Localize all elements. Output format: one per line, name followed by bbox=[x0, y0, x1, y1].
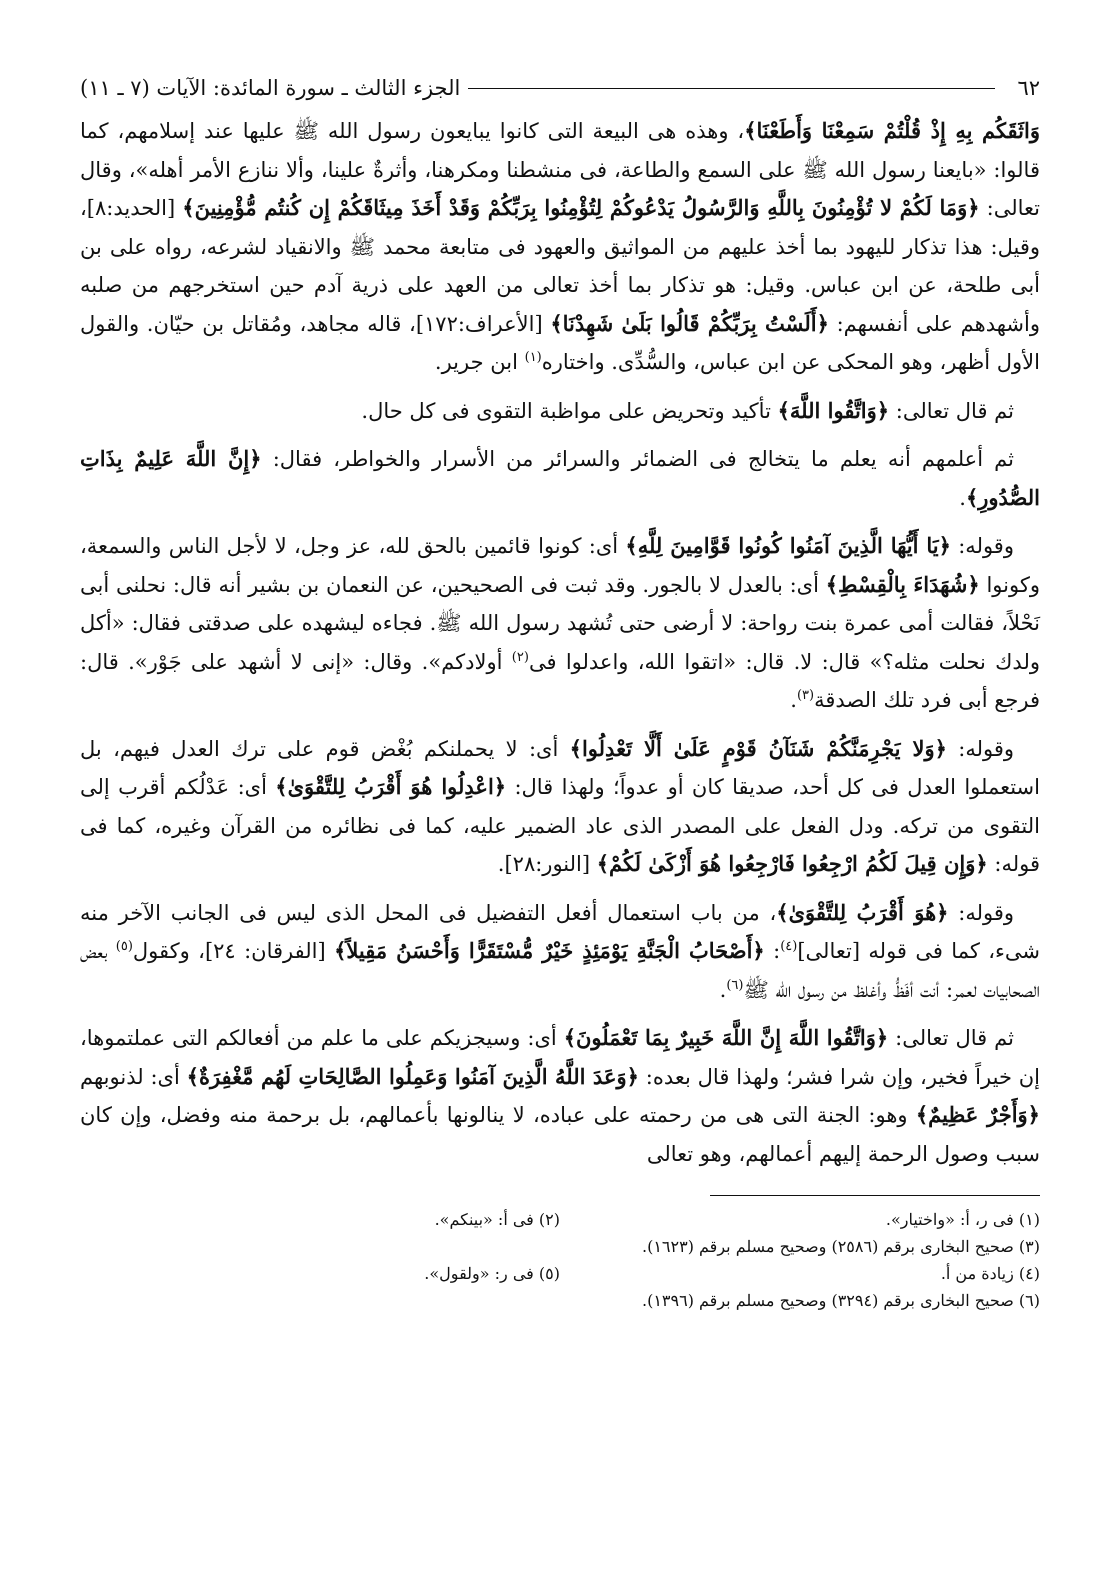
footnote-row bbox=[80, 1206, 1040, 1233]
footnote-marker: (٥) bbox=[115, 939, 133, 954]
footnote-row bbox=[80, 1260, 1040, 1287]
text-run: أى: بالعدل لا بالجور. وقد ثبت فى الصحيحين، عن النعمان بن بشير أنه قال: نحلنى أبى نَحْلاً، فقالت أمى عمرة بنت رواحة: لا أرضى حتى تُشهد رسول الله ﷺ. فجاءه ليشهده على صدقتى فقال: «أكل ولدك نحلت مثله؟» قال: لا. قال: «اتقوا الله، واعدلوا فى bbox=[80, 572, 1040, 674]
text-run: وقوله: bbox=[946, 736, 1015, 761]
quran-verse: ﴿وَلا يَجْرِمَنَّكُمْ شَنَآنُ قَوْمٍ عَلَىٰ أَلَّا تَعْدِلُوا﴾ bbox=[569, 735, 947, 761]
quran-verse: ﴿وَإِن قِيلَ لَكُمُ ارْجِعُوا فَارْجِعُوا هُوَ أَزْكَىٰ لَكُمْ﴾ bbox=[596, 851, 988, 876]
text-run: تأكيد وتحريض على مواظبة التقوى فى كل حال. bbox=[361, 398, 778, 423]
footnote-marker: (٢) bbox=[511, 649, 529, 665]
footnote-marker: (٣) bbox=[796, 688, 815, 703]
text-run: ثم قال تعالى: bbox=[889, 398, 1014, 423]
text-run: أى: لذنوبهم bbox=[80, 1064, 187, 1089]
quran-verse: ﴿وَأَجْرٌ عَظِيمٌ﴾ bbox=[915, 1102, 1040, 1127]
text-run: وهو: الجنة التى هى من رحمته على عباده، لا ينالونها بأعمالهم، بل برحمة منه وفضل، وإن كان سبب وصول الرحمة إليهم أعمالهم، وهو تعالى bbox=[80, 1103, 1040, 1166]
paragraph bbox=[80, 1019, 1040, 1173]
quran-verse: ﴿أَلَسْتُ بِرَبِّكُمْ قَالُوا بَلَىٰ شَهِدْنَا﴾ bbox=[550, 310, 829, 336]
text-run: ثم أعلمهم أنه يعلم ما يتخالج فى الضمائر والسرائر من الأسرار والخواطر، فقال: bbox=[261, 447, 1014, 471]
footnote-row bbox=[80, 1233, 1040, 1260]
body-text bbox=[80, 112, 1040, 1173]
footnote-row bbox=[80, 1287, 1040, 1314]
text-run: أولادكم». وقال: «إنى لا أشهد على جَوْر». قال: فرجع أبى فرد تلك الصدقة bbox=[80, 649, 1040, 712]
quran-verse: ﴿يَا أَيُّهَا الَّذِينَ آمَنُوا كُونُوا قَوَّامِينَ لِلَّهِ﴾ bbox=[625, 533, 951, 558]
text-run: ابن جرير. bbox=[434, 350, 525, 374]
paragraph bbox=[80, 527, 1040, 720]
quran-verse: ﴿اعْدِلُوا هُوَ أَقْرَبُ لِلتَّقْوَىٰ﴾ bbox=[275, 774, 507, 799]
text-run: : bbox=[764, 939, 781, 963]
text-run: أى: لا يحملنكم بُغْض قوم على ترك العدل فيهم، بل استعملوا العدل فى كل أحد، صديقا كان أو عدواً؛ ولهذا قال: bbox=[80, 736, 1040, 799]
text-run: أى: كونوا قائمين بالحق لله، عز وجل، لا لأجل الناس والسمعة، وكونوا bbox=[80, 534, 1040, 597]
footnote-marker: (١) bbox=[524, 350, 542, 365]
text-run: أى: وسيجزيكم على ما علم من أفعالكم التى عملتموها، إن خيراً فخير، وإن شرا فشر؛ ولهذا قال بعده: bbox=[80, 1026, 1041, 1089]
footnote-divider bbox=[710, 1195, 1040, 1196]
text-run: وقوله: bbox=[950, 534, 1014, 558]
footnotes bbox=[80, 1206, 1040, 1314]
footnote-marker: (٤) bbox=[780, 939, 798, 954]
page-number: ٦٢ bbox=[1017, 76, 1040, 100]
text-run: [النور:٢٨]. bbox=[497, 852, 597, 876]
text-run: . bbox=[790, 688, 797, 712]
text-run: . bbox=[959, 485, 966, 510]
text-run: . bbox=[719, 977, 727, 1002]
page bbox=[80, 70, 1040, 1314]
footnote-6: (٦) صحيح البخارى برقم (٣٢٩٤) وصحيح مسلم برقم (١٣٩٦). bbox=[642, 1291, 1040, 1310]
quran-verse: ﴿هُوَ أَقْرَبُ لِلتَّقْوَىٰ﴾ bbox=[776, 899, 949, 925]
text-run: أى: عَدْلُكم أقرب إلى التقوى من تركه. ودل الفعل على المصدر الذى عاد الضمير عليه، كما فى نظائره من القرآن وغيره، كما فى قوله: bbox=[80, 775, 1040, 876]
header-divider bbox=[468, 87, 995, 89]
running-title: الجزء الثالث ـ سورة المائدة: الآيات (٧ ـ ١١) bbox=[80, 76, 461, 100]
paragraph bbox=[80, 894, 1040, 1010]
quran-verse: وَاثَقَكُم بِهِ إِذْ قُلْتُمْ سَمِعْنَا وَأَطَعْنَا﴾ bbox=[744, 118, 1040, 143]
paragraph bbox=[80, 112, 1040, 382]
footnote-1: (١) فى ر، أ: «واختيار». bbox=[885, 1210, 1040, 1229]
running-header bbox=[80, 70, 1040, 106]
text-run: ثم قال تعالى: bbox=[888, 1026, 1014, 1050]
footnote-marker: (٦) bbox=[726, 977, 744, 993]
text-run: [الحديد:٨]، وقيل: هذا تذكار لليهود بما أخذ عليهم من المواثيق والعهود فى متابعة محمد ﷺ والانقياد لشرعه، رواه على بن أبى طلحة، عن ابن عباس. وقيل: هو تذكار بما أخذ تعالى من العهد على ذرية آدم حين استخرجهم من صلبه وأشهدهم على أنفسهم: bbox=[80, 196, 1040, 336]
quran-verse: ﴿وَعَدَ اللَّهُ الَّذِينَ آمَنُوا وَعَمِلُوا الصَّالِحَاتِ لَهُم مَّغْفِرَةٌ﴾ bbox=[186, 1063, 639, 1089]
quran-verse: ﴿إِنَّ اللَّهَ عَلِيمٌ بِذَاتِ الصُّدُورِ﴾ bbox=[80, 446, 1040, 510]
footnote-4: (٤) زيادة من أ. bbox=[940, 1264, 1040, 1283]
quran-verse: ﴿أَصْحَابُ الْجَنَّةِ يَوْمَئِذٍ خَيْرٌ مُّسْتَقَرًّا وَأَحْسَنُ مَقِيلاً﴾ bbox=[334, 938, 765, 963]
quran-verse: ﴿شُهَدَاءَ بِالْقِسْطِ﴾ bbox=[825, 571, 980, 597]
footnote-5: (٥) فى ر: «ولقول». bbox=[424, 1264, 560, 1283]
text-run: وقوله: bbox=[948, 900, 1015, 925]
quran-verse: ﴿وَاتَّقُوا اللَّهَ﴾ bbox=[777, 397, 890, 423]
quran-verse: ﴿وَمَا لَكُمْ لا تُؤْمِنُونَ بِاللَّهِ وَالرَّسُولُ يَدْعُوكُمْ لِتُؤْمِنُوا بِرَبِّكُمْ وَقَدْ أَخَذَ مِيثَاقَكُمْ إِن كُنتُم مُّؤْمِنِينَ﴾ bbox=[182, 195, 980, 220]
paragraph bbox=[80, 440, 1040, 517]
text-run: [الأعراف:١٧٢]، قاله مجاهد، ومُقاتل بن حيّان. والقول الأول أظهر، وهو المحكى عن ابن عباس، والسُّدِّى. واختاره bbox=[80, 311, 1040, 374]
text-run: ، من باب استعمال أفعل التفضيل فى المحل الذى ليس فى الجانب الآخر منه شىء، كما فى قوله [تعالى] bbox=[80, 900, 1040, 963]
text-run: [الفرقان: ٢٤]، وكقول bbox=[132, 939, 335, 963]
paragraph bbox=[80, 392, 1040, 431]
footnote-3: (٣) صحيح البخارى برقم (٢٥٨٦) وصحيح مسلم برقم (١٦٢٣). bbox=[642, 1237, 1040, 1256]
paragraph bbox=[80, 730, 1040, 884]
text-run: بعض الصحابيات لعمر: أنت أفَظُّ وأغلظ من رسول الله ﷺ bbox=[80, 939, 1040, 1002]
quran-verse: ﴿وَاتَّقُوا اللَّهَ إِنَّ اللَّهَ خَبِيرٌ بِمَا تَعْمَلُونَ﴾ bbox=[563, 1025, 889, 1050]
text-run: ، وهذه هى البيعة التى كانوا يبايعون رسول الله ﷺ عليها عند إسلامهم، كما قالوا: «بايعنا رسول الله ﷺ على السمع والطاعة، فى منشطنا ومكرهنا، وأثرةٌ علينا، وألا ننازع الأمر أهله»، وقال تعالى: bbox=[80, 119, 1040, 220]
footnote-2: (٢) فى أ: «بينكم». bbox=[434, 1210, 560, 1229]
